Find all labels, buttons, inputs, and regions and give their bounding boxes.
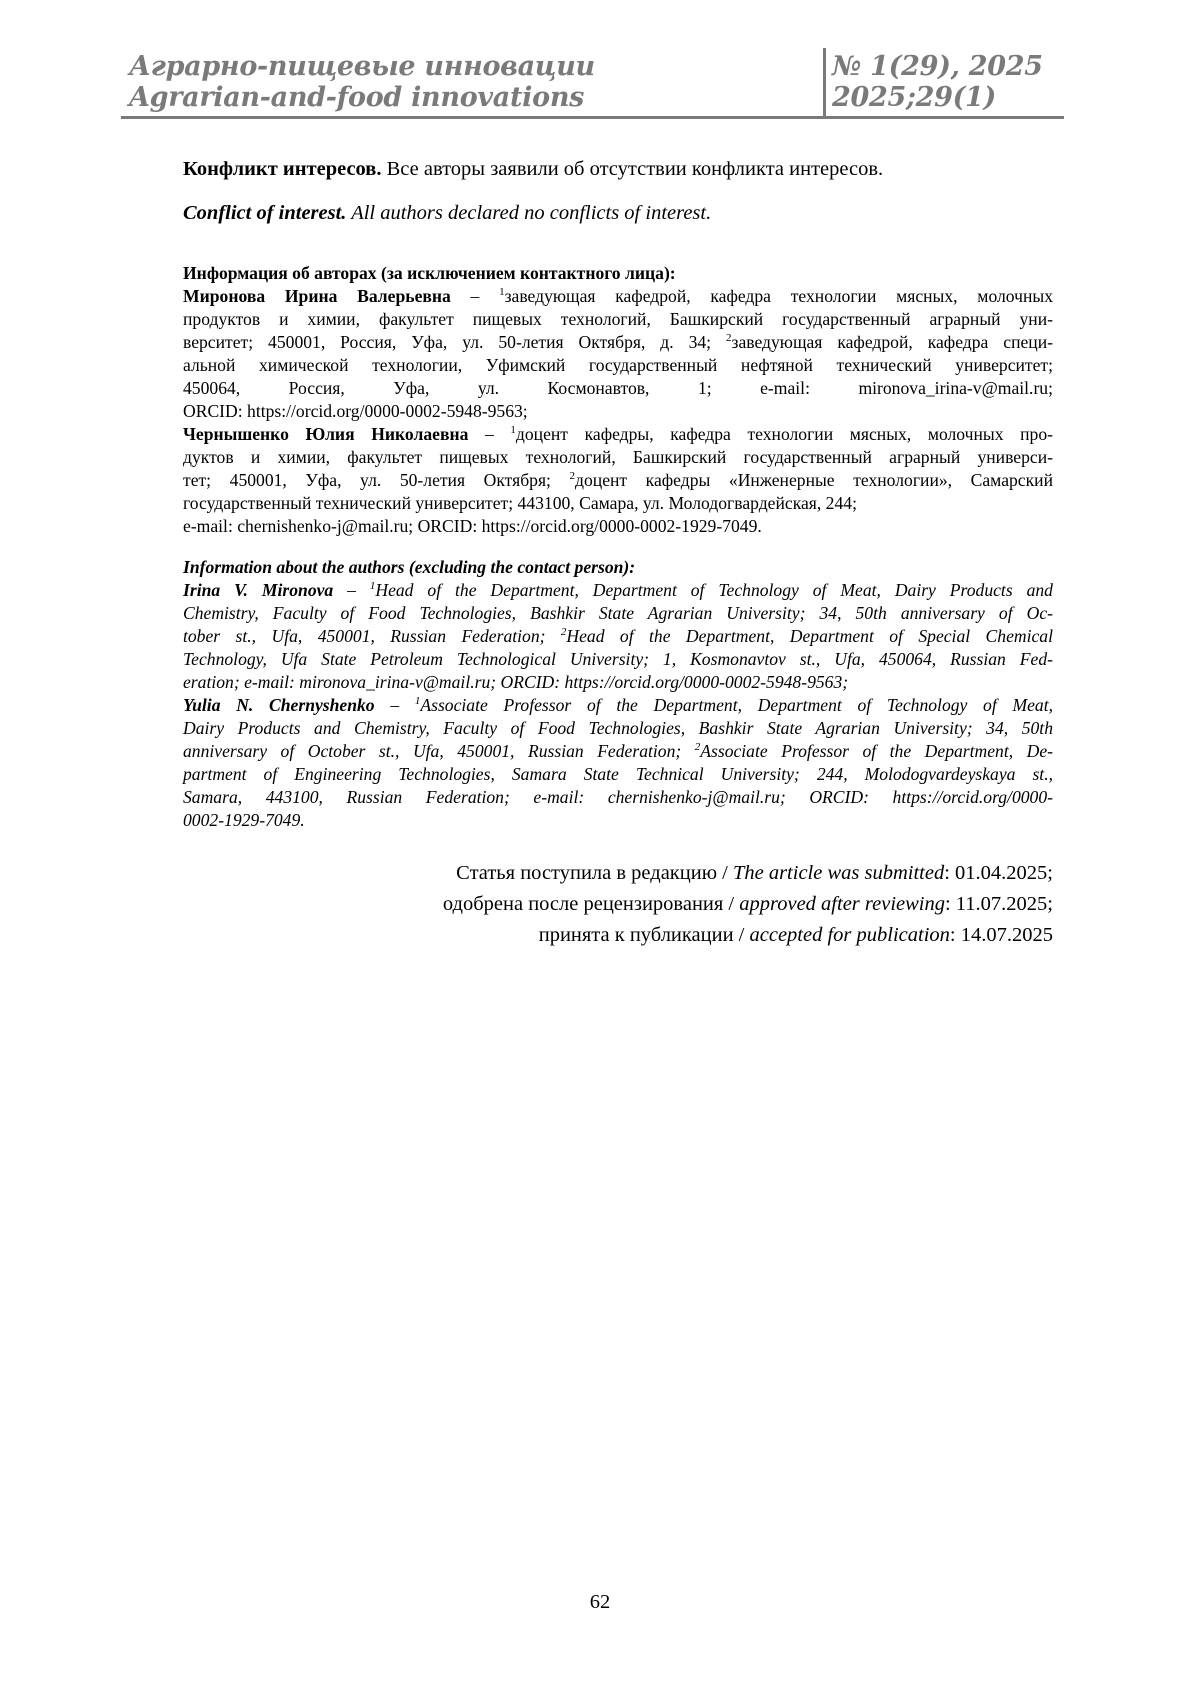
header-divider-horizontal <box>121 116 1064 119</box>
author2-en-line: Yulia N. Chernyshenko – 1Associate Professor of the Department, Department of Technology of Meat, <box>183 694 1053 717</box>
conflict-ru-label: Конфликт интересов. <box>183 158 381 180</box>
page-number: 62 <box>0 1591 1200 1614</box>
author2-en-line: 0002-1929-7049. <box>183 809 1053 832</box>
author2-ru-name: Чернышенко Юлия Николаевна <box>183 424 468 444</box>
author1-en-line: tober st., Ufa, 450001, Russian Federation; 2Head of the Department, Department of Special Chemical <box>183 625 1053 648</box>
author2-ru-line: Чернышенко Юлия Николаевна – 1доцент кафедры, кафедра технологии мясных, молочных про- <box>183 423 1053 446</box>
author1-ru-name: Миронова Ирина Валерьевна <box>183 286 451 306</box>
article-dates <box>183 858 1053 951</box>
author1-ru-line: ORCID: https://orcid.org/0000-0002-5948-9563; <box>183 400 1053 423</box>
author1-ru-line: 450064, Россия, Уфа, ул. Космонавтов, 1; e-mail: mironova_irina-v@mail.ru; <box>183 377 1053 400</box>
author1-ru-line: верситет; 450001, Россия, Уфа, ул. 50-летия Октября, д. 34; 2заведующая кафедрой, кафедра специ- <box>183 331 1053 354</box>
conflict-en <box>183 200 1053 226</box>
header-divider-vertical <box>823 48 826 118</box>
author1-en-line: Irina V. Mironova – 1Head of the Department, Department of Technology of Meat, Dairy Products and <box>183 579 1053 602</box>
authors-info-ru <box>183 262 1053 538</box>
conflict-ru-text: Все авторы заявили об отсутствии конфликта интересов. <box>381 158 883 180</box>
author2-en-name: Yulia N. Chernyshenko <box>183 695 375 715</box>
author2-ru-line: государственный технический университет; 443100, Самара, ул. Молодогвардейская, 244; <box>183 492 1053 515</box>
conflict-ru <box>183 156 1053 182</box>
journal-title-en: Agrarian-and-food innovations <box>129 82 584 113</box>
author1-ru-line: Миронова Ирина Валерьевна – 1заведующая кафедрой, кафедра технологии мясных, молочных <box>183 285 1053 308</box>
running-header <box>121 48 1064 118</box>
author1-en-line: Technology, Ufa State Petroleum Technological University; 1, Kosmonavtov st., Ufa, 450064, Russian Fed- <box>183 648 1053 671</box>
conflict-en-text: All authors declared no conflicts of interest. <box>346 202 711 224</box>
author2-en-line: anniversary of October st., Ufa, 450001, Russian Federation; 2Associate Professor of the Department, De- <box>183 740 1053 763</box>
author1-en-line: eration; e-mail: mironova_irina-v@mail.ru; ORCID: https://orcid.org/0000-0002-5948-9563; <box>183 671 1053 694</box>
author2-ru-line: тет; 450001, Уфа, ул. 50-летия Октября; 2доцент кафедры «Инженерные технологии», Самарский <box>183 469 1053 492</box>
author2-en-line: Dairy Products and Chemistry, Faculty of Food Technologies, Bashkir State Agrarian University; 34, 50th <box>183 717 1053 740</box>
author1-en-line: Chemistry, Faculty of Food Technologies, Bashkir State Agrarian University; 34, 50th anniversary of Oc- <box>183 602 1053 625</box>
author1-en-name: Irina V. Mironova <box>183 580 333 600</box>
author2-en-line: Samara, 443100, Russian Federation; e-mail: chernishenko-j@mail.ru; ORCID: https://orcid.org/0000- <box>183 786 1053 809</box>
author1-ru-line: продуктов и химии, факультет пищевых технологий, Башкирский государственный аграрный уни- <box>183 308 1053 331</box>
issue-en: 2025;29(1) <box>832 82 996 113</box>
date-submitted: Статья поступила в редакцию / The article was submitted: 01.04.2025; <box>183 858 1053 889</box>
author2-ru-line: дуктов и химии, факультет пищевых технологий, Башкирский государственный аграрный универси- <box>183 446 1053 469</box>
date-approved: одобрена после рецензирования / approved after reviewing: 11.07.2025; <box>183 889 1053 920</box>
issue-ru: № 1(29), 2025 <box>832 51 1043 82</box>
conflict-en-label: Conflict of interest. <box>183 202 346 224</box>
authors-en-heading: Information about the authors (excluding the contact person): <box>183 556 1053 579</box>
author1-ru-line: альной химической технологии, Уфимский государственный нефтяной технический университет; <box>183 354 1053 377</box>
journal-title-ru: Аграрно-пищевые инновации <box>129 51 595 82</box>
authors-info-en <box>183 556 1053 832</box>
date-accepted: принята к публикации / accepted for publication: 14.07.2025 <box>183 920 1053 951</box>
authors-ru-heading: Информация об авторах (за исключением контактного лица): <box>183 262 1053 285</box>
author2-ru-line: e-mail: chernishenko-j@mail.ru; ORCID: https://orcid.org/0000-0002-1929-7049. <box>183 515 1053 538</box>
author2-en-line: partment of Engineering Technologies, Samara State Technical University; 244, Molodogvardeyskaya st., <box>183 763 1053 786</box>
